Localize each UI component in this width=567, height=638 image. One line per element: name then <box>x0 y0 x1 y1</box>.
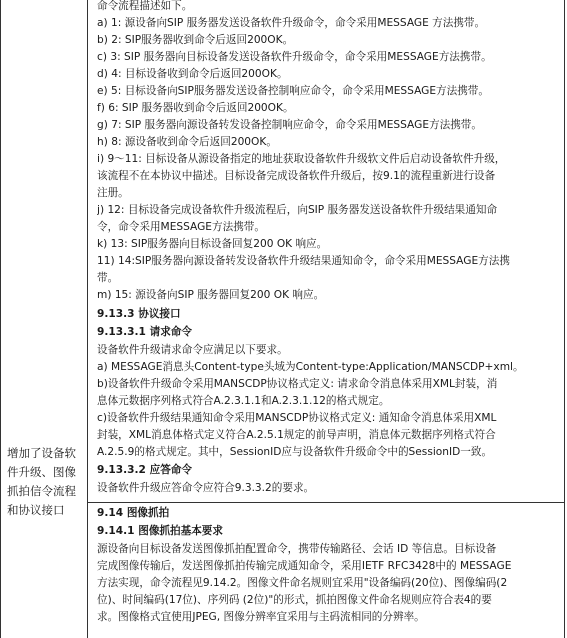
req-b-line1: b)设备软件升级命令采用MANSCDP协议格式定义: 请求命令消息体采用XML封装，消 <box>97 378 498 390</box>
line-intro: 命令流程描述如下。 <box>97 0 193 12</box>
step-i-line3: 注册。 <box>97 187 129 199</box>
step-c: c) 3: SIP 服务器向目标设备发送设备软件升级命令，命令采用MESSAGE方法携带。 <box>97 51 492 63</box>
change-description-cell <box>1 0 88 638</box>
heading-9-14-1: 9.14.1 图像抓拍基本要求 <box>97 525 223 537</box>
step-l-line1: 11) 14:SIP服务器向源设备转发设备软件升级结果通知命令，命令采用MESSAGE方法携 <box>97 255 510 267</box>
heading-9-13-3: 9.13.3 协议接口 <box>97 308 181 320</box>
step-h: h) 8: 源设备收到命令后返回200OK。 <box>97 136 277 148</box>
change-description-text: 增加了设备软件升级、图像抓拍信令流程和协议接口 <box>7 446 76 517</box>
capture-line1: 源设备向目标设备发送图像抓拍配置命令，携带传输路径、会话 ID 等信息。目标设备 <box>97 543 497 555</box>
step-m: m) 15: 源设备向SIP 服务器回复200 OK 响应。 <box>97 289 325 301</box>
req-c-line2: 封装，XML消息体格式定义符合A.2.5.1规定的前导声明，消息体元数据序列格式符合 <box>97 429 496 441</box>
content-cell <box>88 0 564 638</box>
heading-9-14: 9.14 图像抓拍 <box>97 507 170 519</box>
req-b-line2: 息体元数据序列格式符合A.2.3.1.1和A.2.3.1.12的格式规定。 <box>97 395 390 407</box>
step-a: a) 1: 源设备向SIP 服务器发送设备软件升级命令，命令采用MESSAGE 方法携带。 <box>97 17 486 29</box>
req-c-line3: A.2.5.9的格式规定。其中，SessionID应与设备软件升级命令中的SessionID一致。 <box>97 446 493 458</box>
step-i-line2: 该流程不在本协议中描述。目标设备完成设备软件升级后，按9.1的流程重新进行设备 <box>97 170 496 182</box>
step-g: g) 7: SIP 服务器向源设备转发设备控制响应命令，命令采用MESSAGE方法携带。 <box>97 119 482 131</box>
step-e: e) 5: 目标设备向SIP服务器发送设备控制响应命令，命令采用MESSAGE方法携带。 <box>97 85 489 97</box>
step-k: k) 13: SIP服务器向目标设备回复200 OK 响应。 <box>97 238 328 250</box>
capture-line3: 方法实现，命令流程见9.14.2。图像文件命名规则宜采用"设备编码(20位)、图像编码(2 <box>97 577 508 589</box>
row-divider <box>88 502 564 503</box>
capture-line4: 位)、时间编码(17位)、序列码 (2位)"的形式，抓拍图像文件命名规则应符合表4的要 <box>97 594 492 606</box>
capture-line2: 完成图像传输后，发送图像抓拍传输完成通知命令，采用IETF RFC3428中的 MESSAGE <box>97 560 512 572</box>
step-j-line1: j) 12: 目标设备完成设备软件升级流程后，向SIP 服务器发送设备软件升级结果通知命 <box>97 204 498 216</box>
heading-9-13-3-2: 9.13.3.2 应答命令 <box>97 464 192 476</box>
step-b: b) 2: SIP服务器收到命令后返回200OK。 <box>97 34 294 46</box>
resp-text: 设备软件升级应答命令应符合9.3.3.2的要求。 <box>97 482 315 494</box>
step-l-line2: 带。 <box>97 272 119 284</box>
capture-line5: 求。图像格式宜使用JPEG, 图像分辨率宜采用与主码流相同的分辨率。 <box>97 611 425 623</box>
req-intro: 设备软件升级请求命令应满足以下要求。 <box>97 344 288 356</box>
step-j-line2: 令，命令采用MESSAGE方法携带。 <box>97 221 265 233</box>
step-i-line1: i) 9～11: 目标设备从源设备指定的地址获取设备软件升级软文件后启动设备软件升级， <box>97 153 506 165</box>
step-d: d) 4: 目标设备收到命令后返回200OK。 <box>97 68 288 80</box>
heading-9-13-3-1: 9.13.3.1 请求命令 <box>97 326 192 338</box>
req-a: a) MESSAGE消息头Content-type头域为Content-type:Application/MANSCDP+xml。 <box>97 361 524 373</box>
req-c-line1: c)设备软件升级结果通知命令采用MANSCDP协议格式定义: 通知命令消息体采用XML <box>97 412 497 424</box>
step-f: f) 6: SIP 服务器收到命令后返回200OK。 <box>97 102 294 114</box>
